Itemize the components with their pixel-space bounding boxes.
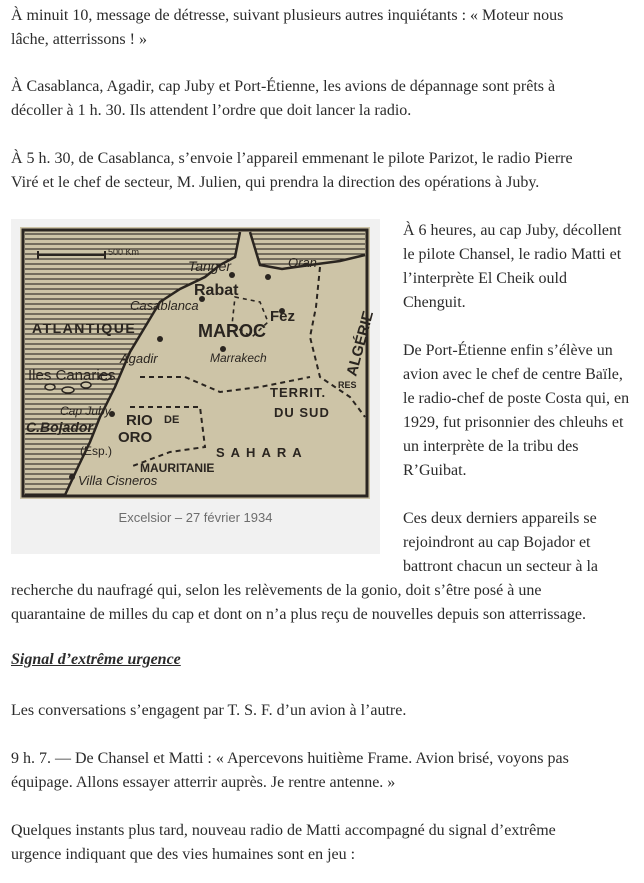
map-label-oro: ORO	[118, 429, 153, 446]
paragraph-chansel-matti: 9 h. 7. — De Chansel et Matti : « Apercevons huitième Frame. Avion brisé, voyons pas équipage. Allons essayer atterrir auprès. Je rentre antenne. »	[11, 750, 569, 791]
map-label-mauritanie: MAURITANIE	[140, 461, 215, 475]
paragraph-search: recherche du naufragé qui, selon les relèvements de la gonio, doit s’être posé à une quarantaine de milles du cap et dont on n’a plus reçu de nouvelles depuis son atterrissage.	[11, 582, 586, 623]
map-label-algerie: ALGÉRIE	[343, 309, 378, 379]
map-label-rio: RIO	[126, 412, 153, 429]
section-heading: Signal d’extrême urgence	[11, 651, 181, 668]
map-label-maroc: MAROC	[198, 321, 266, 341]
map-figure	[11, 219, 380, 554]
paragraph-conversations: Les conversations s’engagent par T. S. F. d’un avion à l’autre.	[11, 702, 407, 719]
map-label-res: RES	[338, 380, 357, 390]
map-label-rabat: Rabat	[194, 282, 239, 299]
map-label-sahara: SAHARA	[216, 445, 308, 460]
map-label-casablanca: Casablanca	[130, 298, 199, 313]
map-image	[20, 227, 378, 499]
paragraph-rescue-planes: À Casablanca, Agadir, cap Juby et Port-Étienne, les avions de dépannage sont prêts à décoller à 1 h. 30. Ils attendent l’ordre que doit lancer la radio.	[11, 78, 556, 119]
paragraph-cap-juby-takeoff: À 6 heures, au cap Juby, décollent le pilote Chansel, le radio Matti et l’interprète El Cheik ould Chenguit.	[403, 222, 622, 311]
map-label-tanger: Tanger	[188, 258, 232, 274]
map-label-territ: TERRIT.	[270, 385, 327, 400]
map-label-bojador: C.Bojador	[26, 419, 93, 435]
map-label-atlantique: ATLANTIQUE	[32, 320, 137, 336]
paragraph-two-planes: Ces deux derniers appareils se rejoindront au cap Bojador et battront chacun un secteur à la	[403, 510, 599, 575]
map-label-oran: Oran	[288, 255, 317, 270]
map-label-capjuby: Cap Juby	[60, 404, 111, 418]
map-label-de: DE	[164, 414, 180, 426]
map-label-du-sud: DU SUD	[274, 405, 330, 420]
map-label-villa: Villa Cisneros	[78, 473, 158, 488]
map-label-marrakech: Marrakech	[210, 351, 267, 365]
map-label-agadir: Agadir	[120, 351, 158, 366]
paragraph-casablanca-departure: À 5 h. 30, de Casablanca, s’envoie l’appareil emmenant le pilote Parizot, le radio Pierre Viré et le chef de secteur, M. Julien, qui prendra la direction des opérations à Juby.	[11, 150, 573, 191]
map-label-fez: Fez	[270, 308, 296, 325]
paragraph-midnight: À minuit 10, message de détresse, suivant plusieurs autres inquiétants : « Moteur nous lâche, atterrissons ! »	[11, 7, 564, 48]
paragraph-port-etienne: De Port-Étienne enfin s’élève un avion avec le chef de centre Baïle, le radio-chef de poste Costa qui, en 1929, fut prisonnier des chleuhs et un interprète de la tribu des R’Guibat.	[403, 342, 630, 479]
map-label-scale: 500 Km	[108, 247, 140, 257]
figure-caption: Excelsior – 27 février 1934	[118, 510, 273, 525]
paragraph-urgence: Quelques instants plus tard, nouveau radio de Matti accompagné du signal d’extrême urgence indiquant que des vies humaines sont en jeu :	[11, 822, 556, 863]
map-label-canaries: Iles Canaries	[28, 367, 116, 384]
map-label-esp: (Esp.)	[80, 444, 113, 458]
